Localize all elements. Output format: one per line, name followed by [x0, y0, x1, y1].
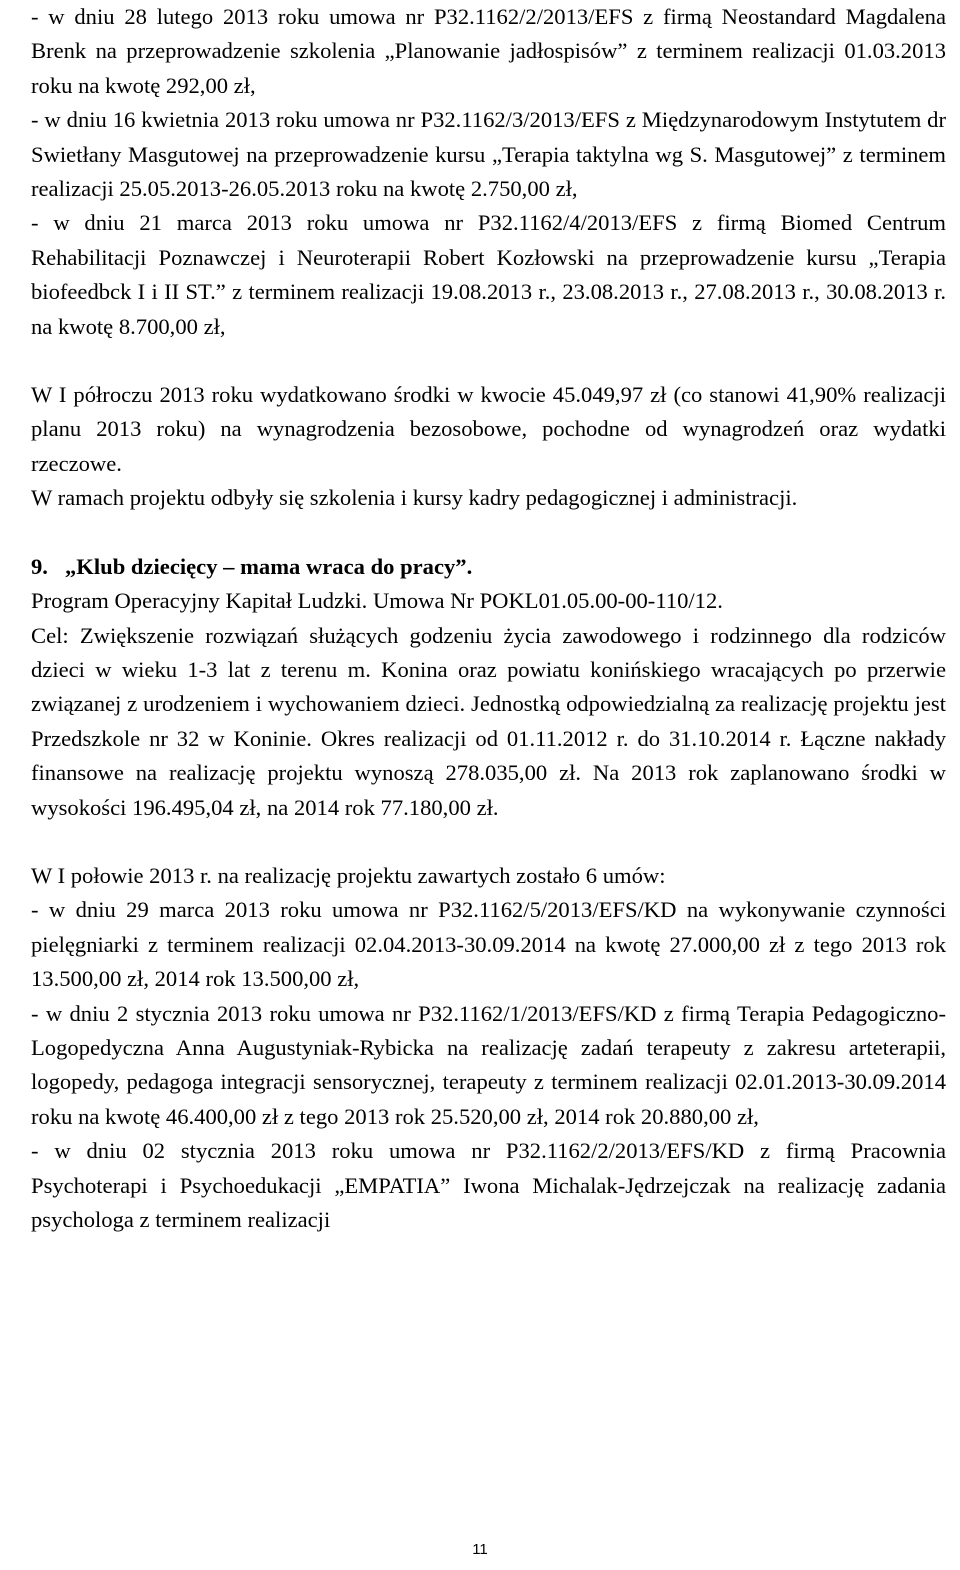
training-note: W ramach projektu odbyły się szkolenia i kursy kadry pedagogicznej i administracji.	[31, 485, 798, 511]
section-title: „Klub dziecięcy – mama wraca do pracy”.	[65, 553, 473, 579]
page-number: 11	[472, 1541, 488, 1558]
contract-item-biomed: - w dniu 21 marca 2013 roku umowa nr P32.1162/4/2013/EFS z firmą Biomed Centrum Rehabilitacji Poznawczej i Neuroterapii Robert Kozłowski na przeprowadzenie kursu „Terapia biofeedbck I i II ST.” z terminem realizacji 19.08.2013 r., 23.08.2013 r., 27.08.2013 r., 30.08.2013 r. na kwotę 8.700,00 zł,	[31, 210, 946, 339]
section-number: 9.	[31, 553, 48, 579]
expenditure-summary: W I półroczu 2013 roku wydatkowano środki w kwocie 45.049,97 zł (co stanowi 41,90% realizacji planu 2013 roku) na wynagrodzenia bezosobowe, pochodne od wynagrodzeń oraz wydatki rzeczowe.	[31, 382, 946, 476]
spacer	[31, 344, 946, 378]
contract-item-empatia: - w dniu 02 stycznia 2013 roku umowa nr P32.1162/2/2013/EFS/KD z firmą Pracownia Psychoterapi i Psychoedukacji „EMPATIA” Iwona Michalak-Jędrzejczak na realizację zadania psychologa z terminem realizacji	[31, 1138, 946, 1232]
section-heading	[31, 550, 946, 584]
program-agreement: Program Operacyjny Kapitał Ludzki. Umowa Nr POKL01.05.00-00-110/12.	[31, 588, 723, 614]
contract-item-neostandard: - w dniu 28 lutego 2013 roku umowa nr P32.1162/2/2013/EFS z firmą Neostandard Magdalena Brenk na przeprowadzenie szkolenia „Planowanie jadłospisów” z terminem realizacji 01.03.2013 roku na kwotę 292,00 zł,	[31, 4, 946, 98]
spacer	[31, 825, 946, 859]
contract-item-therapy: - w dniu 2 stycznia 2013 roku umowa nr P32.1162/1/2013/EFS/KD z firmą Terapia Pedagogiczno-Logopedyczna Anna Augustyniak-Rybicka na realizację zadań terapeuty z zakresu arteterapii, logopedy, pedagoga integracji sensorycznej, terapeuty z terminem realizacji 02.01.2013-30.09.2014 roku na kwotę 46.400,00 zł z tego 2013 rok 25.520,00 zł, 2014 rok 20.880,00 zł,	[31, 1000, 946, 1129]
project-goal: Cel: Zwiększenie rozwiązań służących godzeniu życia zawodowego i rodzinnego dla rodziców dzieci w wieku 1-3 lat z terenu m. Konina oraz powiatu konińskiego wracających po przerwie związanej z urodzeniem i wychowaniem dzieci. Jednostką odpowiedzialną za realizację projektu jest Przedszkole nr 32 w Koninie. Okres realizacji od 01.11.2012 r. do 31.10.2014 r. Łączne nakłady finansowe na realizację projektu wynoszą 278.035,00 zł. Na 2013 rok zaplanowano środki w wysokości 196.495,04 zł, na 2014 rok 77.180,00 zł.	[31, 622, 946, 820]
contracts-intro: W I połowie 2013 r. na realizację projektu zawartych zostało 6 umów:	[31, 862, 666, 888]
contract-item-masgutowa: - w dniu 16 kwietnia 2013 roku umowa nr P32.1162/3/2013/EFS z Międzynarodowym Instytutem dr Swietłany Masgutowej na przeprowadzenie kursu „Terapia taktylna wg S. Masgutowej” z terminem realizacji 25.05.2013-26.05.2013 roku na kwotę 2.750,00 zł,	[31, 107, 946, 202]
contract-item-nurse: - w dniu 29 marca 2013 roku umowa nr P32.1162/5/2013/EFS/KD na wykonywanie czynności pielęgniarki z terminem realizacji 02.04.2013-30.09.2014 na kwotę 27.000,00 zł z tego 2013 rok 13.500,00 zł, 2014 rok 13.500,00 zł,	[31, 897, 946, 992]
spacer	[31, 516, 946, 550]
